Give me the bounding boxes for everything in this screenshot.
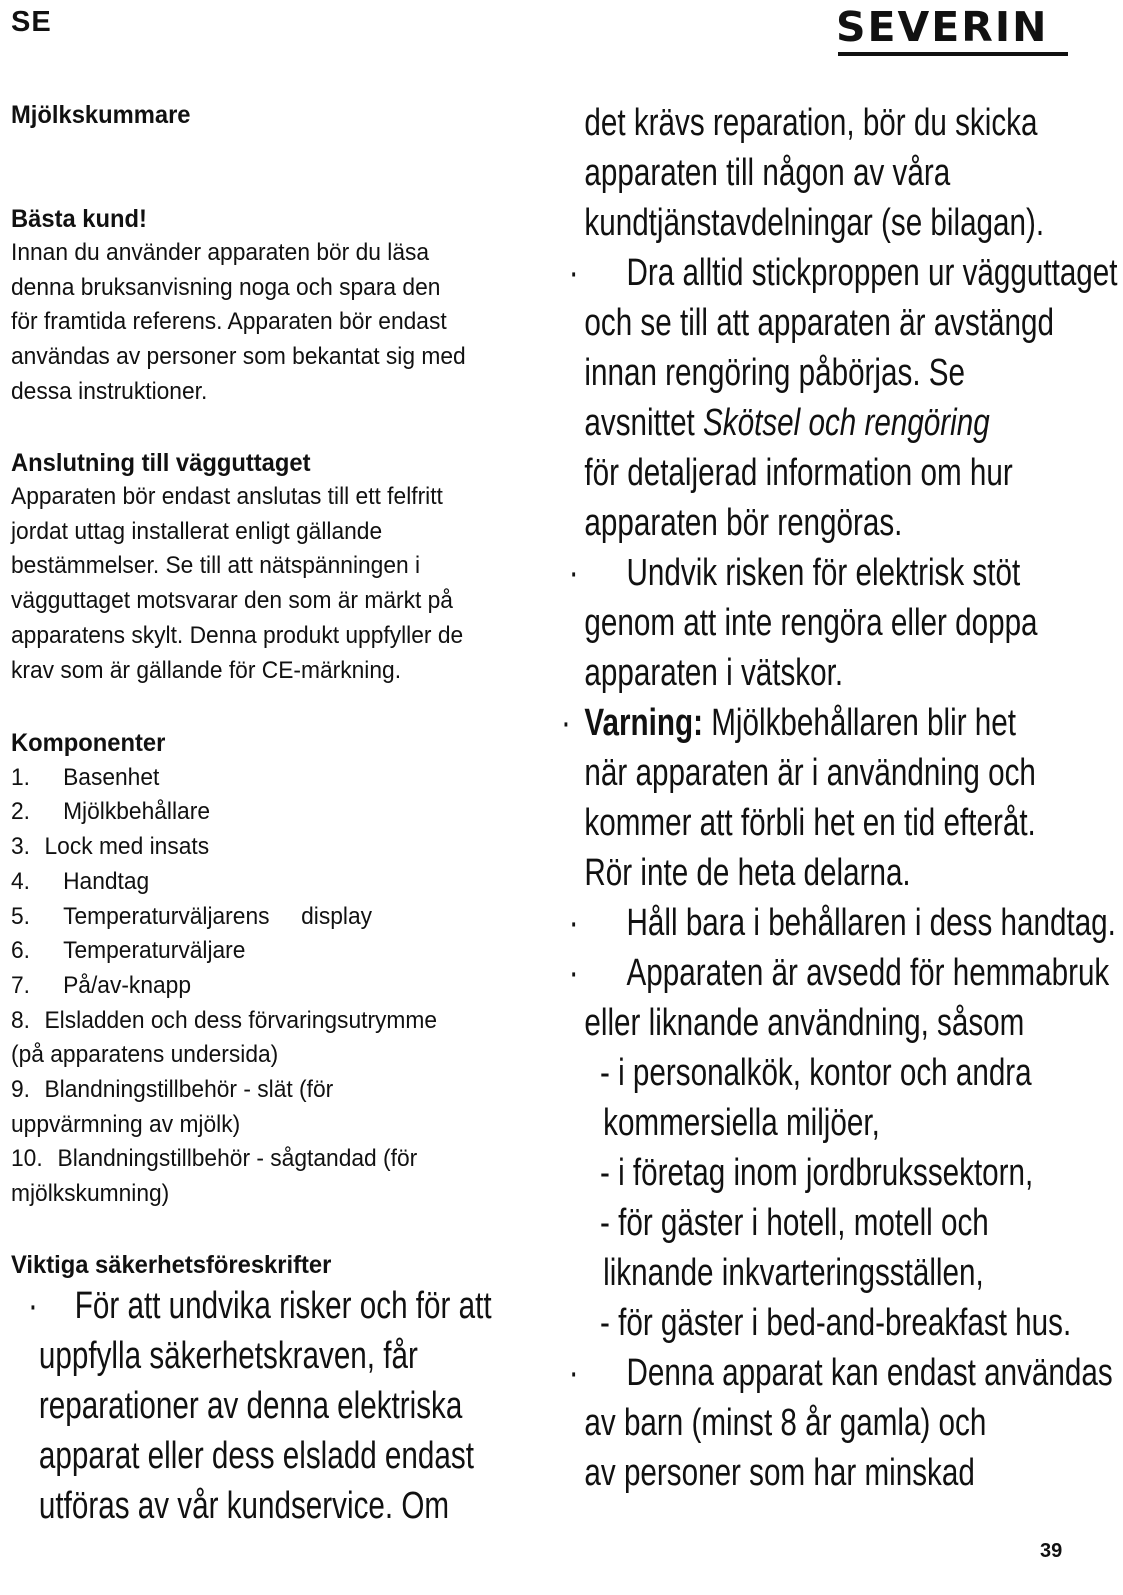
page-number: 39 bbox=[1040, 1540, 1063, 1562]
text-line: innan rengöring påbörjas. Se bbox=[584, 352, 966, 394]
text-line: det krävs reparation, bör du skicka bbox=[584, 102, 1038, 144]
text-line: utföras av vår kundservice. Om bbox=[38, 1485, 450, 1527]
text-line: krav som är gällande för CE-märkning. bbox=[11, 656, 402, 684]
text-line: - i företag inom jordbrukssektorn, bbox=[600, 1152, 1034, 1194]
right-column bbox=[561, 98, 1123, 1498]
text-line: dessa instruktioner. bbox=[11, 377, 208, 405]
list-item-continuation: uppvärmning av mjölk) bbox=[11, 1110, 241, 1138]
safety-left-column bbox=[28, 1281, 622, 1531]
text-line: - för gäster i bed-and-breakfast hus. bbox=[600, 1302, 1072, 1344]
text-line: vägguttaget motsvarar den som är märkt på bbox=[11, 587, 453, 615]
text-line: genom att inte rengöra eller doppa bbox=[584, 602, 1038, 644]
text-line: reparationer av denna elektriska bbox=[38, 1385, 463, 1427]
bullet-icon: · bbox=[568, 552, 579, 594]
text-line: av personer som har minskad bbox=[584, 1452, 975, 1494]
text-line: - för gäster i hotell, motell och bbox=[600, 1202, 989, 1244]
text-line: kommer att förbli het en tid efteråt. bbox=[584, 802, 1036, 844]
list-item: 7. På/av-knapp bbox=[11, 971, 192, 999]
bullet-icon: · bbox=[568, 252, 579, 294]
text-line: Rör inte de heta delarna. bbox=[584, 852, 911, 894]
text-line: bestämmelser. Se till att nätspänningen i bbox=[11, 552, 421, 580]
text-line: när apparaten är i användning och bbox=[584, 752, 1036, 794]
list-item: 4. Handtag bbox=[11, 867, 150, 895]
text-line: eller liknande användning, såsom bbox=[584, 1002, 1025, 1044]
text-line: och se till att apparaten är avstängd bbox=[584, 302, 1054, 344]
text-line: avsnittet Skötsel och rengöring bbox=[584, 402, 990, 444]
list-item: 10. Blandningstillbehör - sågtandad (för bbox=[11, 1145, 418, 1173]
brand-logo bbox=[836, 4, 1068, 56]
text-line: - i personalkök, kontor och andra bbox=[600, 1052, 1032, 1094]
text-line: denna bruksanvisning noga och spara den bbox=[11, 273, 441, 301]
list-item: 9. Blandningstillbehör - slät (för bbox=[11, 1076, 334, 1104]
list-item: 1. Basenhet bbox=[11, 763, 160, 791]
text-line: kundtjänstavdelningar (se bilagan). bbox=[584, 202, 1045, 244]
text-line: av barn (minst 8 år gamla) och bbox=[584, 1402, 987, 1444]
list-item: 6. Temperaturväljare bbox=[11, 937, 246, 965]
text-line: apparaten i vätskor. bbox=[584, 652, 844, 694]
logo-underline bbox=[838, 52, 1068, 56]
text-line: jordat uttag installerat enligt gällande bbox=[11, 517, 383, 545]
text-line: liknande inkvarteringsställen, bbox=[603, 1252, 984, 1294]
components-list bbox=[11, 761, 551, 1212]
text-line: apparaten bör rengöras. bbox=[584, 502, 903, 544]
list-item: 3. Lock med insats bbox=[11, 833, 210, 861]
text-line: apparatens skylt. Denna produkt uppfyller de bbox=[11, 621, 464, 649]
text-line: för framtida referens. Apparaten bör endast bbox=[11, 308, 447, 336]
language-code: SE bbox=[11, 6, 52, 38]
text-line: apparat eller dess elsladd endast bbox=[38, 1435, 474, 1477]
bullet-item: · Apparaten är avsedd för hemmabruk bbox=[561, 948, 1118, 998]
greeting-paragraph bbox=[11, 236, 551, 410]
bullet-item: · För att undvika risker och för att bbox=[28, 1281, 492, 1331]
list-item: 2. Mjölkbehållare bbox=[11, 798, 211, 826]
bullet-icon: · bbox=[568, 952, 579, 994]
brand-name: SEVERIN bbox=[836, 3, 1049, 51]
page-title: Mjölkskummare bbox=[11, 101, 191, 129]
text-line: uppfylla säkerhetskraven, får bbox=[38, 1335, 418, 1377]
bullet-item: · Denna apparat kan endast användas bbox=[561, 1348, 1118, 1398]
connection-paragraph bbox=[11, 480, 551, 688]
bullet-icon: · bbox=[568, 902, 579, 944]
bullet-item: · Dra alltid stickproppen ur vägguttaget bbox=[561, 248, 1118, 298]
safety-heading: Viktiga säkerhetsföreskrifter bbox=[11, 1250, 332, 1279]
text-line: Apparaten bör endast anslutas till ett felfritt bbox=[11, 483, 443, 511]
bullet-icon: · bbox=[561, 702, 571, 744]
bullet-item: · Varning: Mjölkbehållaren blir het bbox=[561, 698, 1118, 748]
left-column bbox=[11, 98, 551, 1282]
bullet-icon: · bbox=[568, 1352, 579, 1394]
bullet-item: · Undvik risken för elektrisk stöt bbox=[561, 548, 1118, 598]
list-item: 5. Temperaturväljarens display bbox=[11, 902, 373, 930]
list-item-continuation: (på apparatens undersida) bbox=[11, 1041, 279, 1069]
text-line: användas av personer som bekantat sig med bbox=[11, 343, 466, 371]
components-heading: Komponenter bbox=[11, 729, 166, 758]
list-item-continuation: mjölkskumning) bbox=[11, 1180, 170, 1208]
bullet-icon: · bbox=[28, 1285, 38, 1327]
list-item: 8. Elsladden och dess förvaringsutrymme bbox=[11, 1006, 438, 1034]
greeting-heading: Bästa kund! bbox=[11, 204, 147, 233]
text-line: Innan du använder apparaten bör du läsa bbox=[11, 239, 430, 266]
bullet-item: · Håll bara i behållaren i dess handtag. bbox=[561, 898, 1118, 948]
text-line: apparaten till någon av våra bbox=[584, 152, 951, 194]
connection-heading: Anslutning till vägguttaget bbox=[11, 448, 311, 477]
text-line: för detaljerad information om hur bbox=[584, 452, 1013, 494]
text-line: kommersiella miljöer, bbox=[603, 1102, 880, 1144]
